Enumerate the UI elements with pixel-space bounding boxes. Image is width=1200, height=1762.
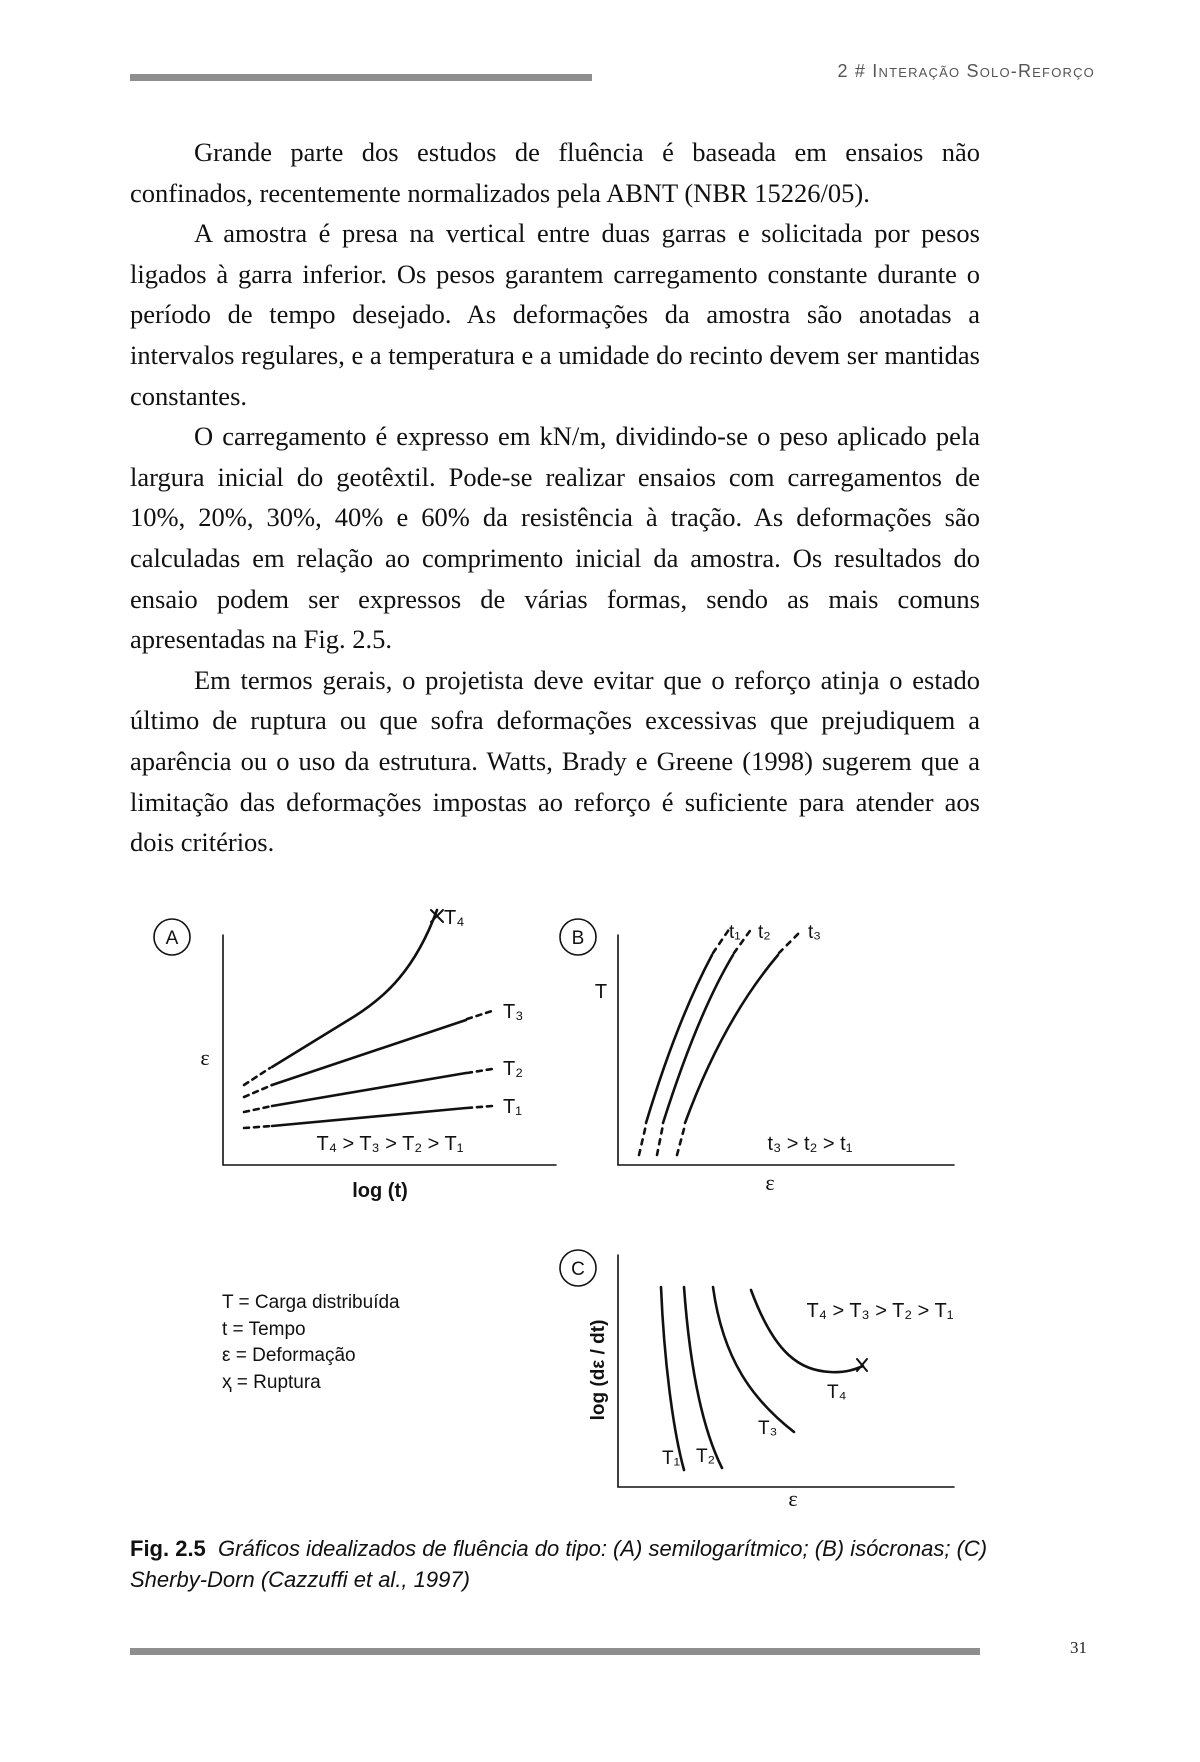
panel-b-curve-t2 (663, 955, 733, 1123)
panel-c-rupture-mark (857, 1359, 867, 1371)
panel-c-label-t3: T₃ (758, 1418, 778, 1439)
panel-a-rupture-mark (431, 910, 443, 922)
running-head: 2 # Interação Solo-Reforço (837, 61, 1095, 81)
panel-a-xlabel: log (t) (352, 1180, 408, 1202)
figure-caption (130, 1533, 1030, 1595)
panel-a-curve-t1-dash (244, 1126, 272, 1128)
panel-a-curve-t1-tail (467, 1106, 492, 1108)
legend-item: t = Tempo (222, 1318, 306, 1340)
figure-legend (222, 1290, 400, 1396)
panel-c-label-t2: T₂ (696, 1446, 715, 1467)
panel-b-badge: B (571, 928, 585, 949)
panel-a-label-t1: T₁ (503, 1096, 522, 1118)
panel-a-curve-t3 (272, 1020, 466, 1085)
panel-b-curve-t2-dash (657, 1125, 663, 1155)
panel-c-label-t4: T₄ (827, 1382, 847, 1403)
panel-b-curve-t3-tail (779, 932, 800, 953)
paragraph: Em termos gerais, o projetista deve evitar que o reforço atinja o estado último de ruptura ou que sofra deformações excessivas que prejudiquem a aparência ou o uso da estrutura. Watts, Brady e Greene (1998) sugerem que a limitação das deformações impostas ao reforço é suficiente para atender aos dois critérios. (130, 664, 980, 858)
panel-c-badge-circle (560, 1250, 596, 1286)
panel-c-ylabel: log (dε / dt) (588, 1319, 609, 1421)
panel-b-badge-circle (560, 919, 596, 955)
paragraph: A amostra é presa na vertical entre duas garras e solicitada por pesos ligados à garra inferior. Os pesos garantem carregamento constante durante o período de tempo desejado. As deformações da amostra são anotadas a intervalos regulares, e a temperatura e a umidade do recinto devem ser mantidas constantes. (130, 218, 980, 411)
panel-b-curve-t2-tail (734, 928, 752, 953)
panel-a (154, 910, 556, 1165)
panel-a-curve-t2-dash (244, 1106, 272, 1112)
panel-b-axes (618, 935, 954, 1165)
panel-a-order: T₄ > T₃ > T₂ > T₁ (316, 1133, 464, 1155)
panel-a-curve-t3-tail (467, 1011, 492, 1019)
panel-c-axes (618, 1255, 954, 1487)
panel-a-label-t4: T₄ (444, 907, 465, 929)
panel-a-ylabel: ε (200, 1045, 210, 1070)
panel-b-curve-t1-tail (713, 928, 730, 953)
panel-c (560, 1250, 954, 1487)
panel-a-curve-t2 (272, 1073, 466, 1106)
panel-c-curve-t1 (661, 1287, 684, 1470)
panel-a-axes (223, 935, 556, 1165)
panel-a-curve-t4-dash (244, 1068, 270, 1085)
panel-b-order: t₃ > t₂ > t₁ (767, 1133, 853, 1155)
panel-a-curve-t3-dash (244, 1085, 272, 1097)
panel-b-curve-t3-dash (677, 1125, 685, 1155)
panel-b-ylabel: T (594, 981, 608, 1003)
panel-b-curve-t1 (646, 955, 712, 1123)
panel-a-curve-t1 (272, 1108, 466, 1126)
legend-item: T = Carga distribuída (222, 1292, 400, 1313)
panel-a-badge: A (165, 928, 179, 949)
panel-a-curve-t4 (272, 910, 437, 1067)
panel-b-label-t1: t₁ (729, 922, 741, 943)
caption-text: Gráficos idealizados de fluência do tipo: (A) semilogarítmico; (B) isócronas; (C) Sherby-Dorn (Cazzuffi et al., 1997) (130, 1536, 988, 1592)
page-number: 31 (1070, 1638, 1087, 1657)
body-text (130, 132, 980, 863)
caption-label: Fig. 2.5 (130, 1536, 206, 1561)
legend-item: ҳ = Ruptura (222, 1371, 321, 1393)
panel-a-curve-t2-tail (467, 1069, 492, 1073)
footer-rule (130, 1648, 980, 1655)
panel-b-xlabel: ε (765, 1170, 775, 1195)
paragraph: O carregamento é expresso em kN/m, dividindo-se o peso aplicado pela largura inicial do geotêxtil. Pode-se realizar ensaios com carregamentos de 10%, 20%, 30%, 40% e 60% da resistência à tração. As deformações são calculadas em relação ao comprimento inicial da amostra. Os resultados do ensaio podem ser expressos de várias formas, sendo as mais comuns apresentadas na Fig. 2.5. (130, 421, 980, 655)
header-rule (130, 74, 592, 81)
panel-b-curve-t1-dash (639, 1125, 646, 1155)
panel-c-curve-t4 (751, 1290, 863, 1372)
panel-c-curve-t3 (713, 1287, 794, 1432)
panel-c-xlabel: ε (788, 1486, 798, 1511)
panel-b (560, 919, 954, 1165)
panel-c-badge: C (571, 1259, 585, 1280)
paragraph: Grande parte dos estudos de fluência é baseada em ensaios não confinados, recentemente normalizados pela ABNT (NBR 15226/05). (130, 137, 980, 208)
legend-item: ε = Deformação (222, 1345, 356, 1366)
panel-a-label-t2: T₂ (503, 1058, 523, 1080)
panel-a-label-t3: T₃ (503, 1001, 524, 1023)
panel-c-curve-t2 (684, 1287, 722, 1468)
panel-a-badge-circle (154, 919, 190, 955)
panel-c-label-t1: T₁ (662, 1448, 681, 1469)
panel-c-order: T₄ > T₃ > T₂ > T₁ (806, 1300, 954, 1322)
panel-b-curve-t3 (685, 955, 778, 1123)
panel-b-label-t3: t₃ (808, 922, 822, 943)
panel-b-label-t2: t₂ (758, 922, 771, 943)
